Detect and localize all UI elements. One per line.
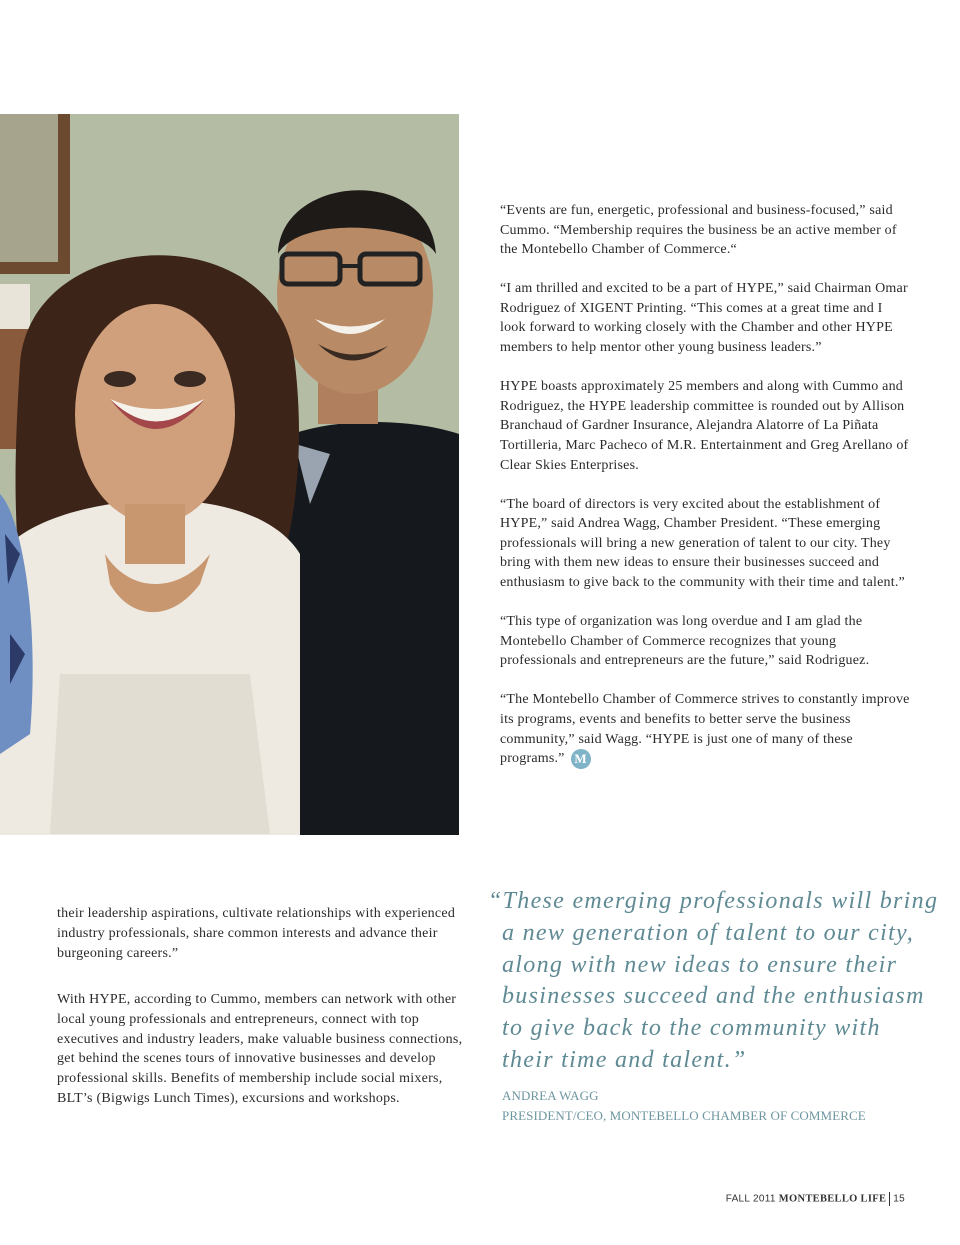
attribution-title: PRESIDENT/CEO, MONTEBELLO CHAMBER OF COMMERCE [502, 1107, 866, 1123]
attribution-name: ANDREA WAGG [502, 1088, 599, 1103]
pull-quote-line: to give back to the community with [502, 1015, 881, 1042]
article-photo [0, 114, 459, 835]
pull-quote-line: their time and talent.” [502, 1046, 747, 1073]
photo-illustration [0, 114, 459, 835]
page-number: 15 [893, 1193, 905, 1205]
body-paragraph: “I am thrilled and excited to be a part of HYPE,” said Chairman Omar Rodriguez of XIGENT Printing. “This comes at a great time and I look forward to working closely with the Chamber and other HYPE members to help mentor other young business leaders.” [500, 281, 908, 356]
body-paragraph-final [500, 690, 910, 769]
body-paragraph: HYPE boasts approximately 25 members and along with Cummo and Rodriguez, the HYPE leadership committee is rounded out by Allison Branchaud of Gardner Insurance, Alejandra Alatorre of La Piñata Tortilleria, Marc Pacheco of M.R. Entertainment and Greg Arellano of Clear Skies Enterprises. [500, 379, 909, 473]
end-of-article-icon: M [571, 749, 591, 769]
pull-quote [488, 886, 939, 1077]
article-body-right-column [500, 201, 910, 789]
footer-issue: FALL 2011 [725, 1193, 776, 1205]
body-paragraph-text: “The Montebello Chamber of Commerce strives to constantly improve its programs, events and benefits to better serve the business community,” said Wagg. “HYPE is just one of many of these programs.” [500, 692, 910, 767]
pull-quote-line: along with new ideas to ensure their [502, 951, 898, 978]
page-footer [726, 1192, 905, 1206]
pull-quote-attribution [502, 1086, 866, 1125]
pull-quote-line: businesses succeed and the enthusiasm [502, 983, 925, 1010]
pull-quote-line: “These emerging professionals will bring [488, 888, 939, 914]
body-paragraph: “Events are fun, energetic, professional and business-focused,” said Cummo. “Membership requires the business be an active member of the Montebello Chamber of Commerce.“ [500, 203, 897, 258]
footer-magazine-name: MONTEBELLO LIFE [778, 1193, 887, 1205]
body-paragraph: “The board of directors is very excited about the establishment of HYPE,” said Andrea Wagg, Chamber President. “These emerging professionals will bring a new generation of talent to our city. They bring with them new ideas to ensure their businesses succeed and enthusiasm to give back to the community with their time and talent.” [500, 496, 905, 590]
body-paragraph: their leadership aspirations, cultivate relationships with experienced industry professionals, share common interests and advance their burgeoning careers.” [57, 906, 456, 961]
body-paragraph: With HYPE, according to Cummo, members can network with other local young professionals and entrepreneurs, connect with top executives and industry leaders, make valuable business connections, get behind the scenes tours of innovative businesses and develop professional skills. Benefits of membership include social mixers, BLT’s (Bigwigs Lunch Times), excursions and workshops. [57, 991, 463, 1107]
article-body-left-column [57, 904, 467, 1135]
body-paragraph: “This type of organization was long overdue and I am glad the Montebello Chamber of Commerce recognizes that young professionals and entrepreneurs are the future,” said Rodriguez. [500, 614, 870, 669]
pull-quote-line: a new generation of talent to our city, [502, 919, 914, 946]
footer-divider [889, 1192, 890, 1206]
